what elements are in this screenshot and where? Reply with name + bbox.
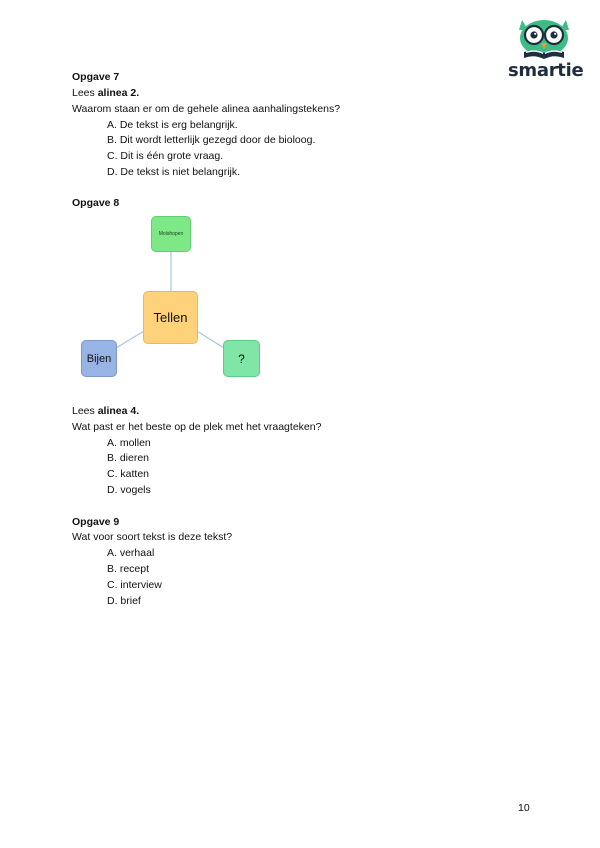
diagram-node-left: Bijen — [81, 340, 117, 377]
diagram-node-right: ? — [223, 340, 260, 377]
opgave-8-option-d: D. vogels — [107, 484, 151, 496]
opgave-7-option-c: C. Dit is één grote vraag. — [107, 150, 224, 162]
opgave-7-question: Waarom staan er om de gehele alinea aanhalingstekens? — [72, 103, 341, 115]
connector-right — [197, 331, 224, 348]
opgave-7-option-b: B. Dit wordt letterlijk gezegd door de bioloog. — [107, 134, 316, 146]
smartie-logo — [508, 14, 584, 84]
diagram-node-top: Molshopen — [151, 216, 191, 252]
alinea-reference: alinea 4. — [97, 405, 140, 417]
opgave-9-option-a: A. verhaal — [107, 547, 155, 559]
opgave-8-instruction — [72, 403, 139, 419]
opgave-9-option-c: C. interview — [107, 579, 162, 591]
logo-wordmark: smartie — [508, 60, 584, 81]
opgave-7-option-d: D. De tekst is niet belangrijk. — [107, 166, 241, 178]
opgave-8-option-a: A. mollen — [107, 437, 151, 449]
lees-prefix: Lees — [72, 87, 98, 99]
opgave-7-option-a: A. De tekst is erg belangrijk. — [107, 119, 238, 131]
page-number: 10 — [518, 802, 530, 814]
opgave-8-option-b: B. dieren — [107, 452, 150, 464]
opgave-9-question: Wat voor soort tekst is deze tekst? — [72, 531, 233, 543]
opgave-9-option-b: B. recept — [107, 563, 150, 575]
diagram-node-center: Tellen — [143, 291, 198, 344]
opgave-8-question: Wat past er het beste op de plek met het vraagteken? — [72, 421, 322, 433]
opgave-7-instruction — [72, 85, 139, 101]
lees-prefix: Lees — [72, 405, 98, 417]
connector-left — [116, 331, 144, 348]
opgave-8-option-c: C. katten — [107, 468, 150, 480]
opgave-9-option-d: D. brief — [107, 595, 141, 607]
opgave-9-heading: Opgave 9 — [72, 516, 120, 528]
opgave-7-heading: Opgave 7 — [72, 71, 120, 83]
alinea-reference: alinea 2. — [97, 87, 140, 99]
owl-icon — [508, 14, 580, 62]
opgave-8-heading: Opgave 8 — [72, 197, 120, 209]
